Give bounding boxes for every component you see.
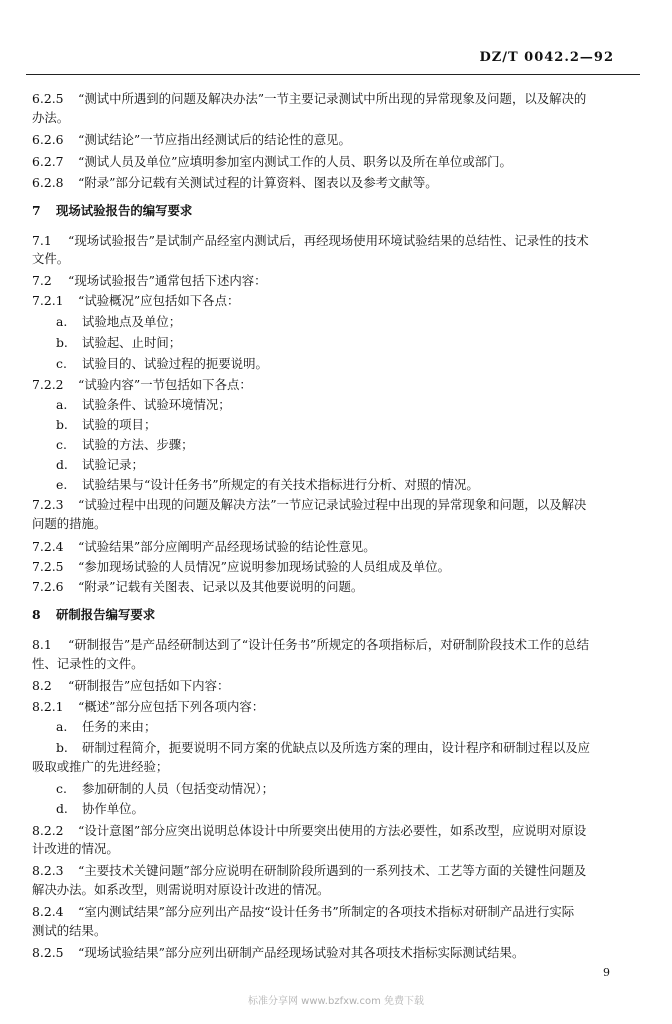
list-item [56,334,632,351]
header-rule [26,74,640,75]
clause-number: 7.2.5 [32,559,64,574]
clause-number: 8.2.3 [32,863,64,878]
list-item [56,396,632,413]
section-number: 7 [32,203,41,218]
clause-8-2-4-cont: 测试的结果。 [32,923,107,938]
clause-number: 8.2.2 [32,823,64,838]
clause-number: 6.2.7 [32,154,64,169]
clause-text: “附录”记载有关图表、记录以及其他要说明的问题。 [78,579,364,594]
item-text: 试验的项目； [82,417,157,432]
clause-7-1 [32,232,632,249]
clause-text: “参加现场试验的人员情况”应说明参加现场试验的人员组成及单位。 [78,559,450,574]
item-label: c. [56,437,67,452]
watermark: 标准分享网 www.bzfxw.com 免费下载 [248,996,424,1007]
clause-number: 7.2.3 [32,497,64,512]
item-text: 研制过程简介，扼要说明不同方案的优缺点以及所选方案的理由，设计程序和研制过程以及应 [82,740,591,755]
clause-number: 8.2 [32,678,52,693]
clause-number: 6.2.5 [32,91,64,106]
clause-6-2-8 [32,174,632,191]
clause-number: 7.2.2 [32,377,64,392]
item-label: a. [56,397,68,412]
item-label: b. [56,740,68,755]
clause-text: “室内测试结果”部分应列出产品按“设计任务书”所制定的各项技术指标对研制产品进行实际 [78,904,575,919]
clause-8-2-3 [32,862,632,879]
item-text: 试验的方法、步骤； [82,437,194,452]
item-text: 试验地点及单位； [82,314,182,329]
clause-8-2-2 [32,822,632,839]
section-heading-8 [32,606,632,623]
section-title: 研制报告编写要求 [56,607,156,622]
clause-6-2-5-cont: 办法。 [32,110,70,125]
clause-number: 7.2 [32,273,52,288]
clause-7-2-2 [32,376,632,393]
clause-text: “主要技术关键问题”部分应说明在研制阶段所遇到的一系列技术、工艺等方面的关键性问题及 [78,863,587,878]
clause-8-1 [32,636,632,653]
item-text: 参加研制的人员（包括变动情况）； [82,781,275,796]
item-text: 试验起、止时间； [82,335,182,350]
list-item [56,780,632,797]
item-label: d. [56,457,68,472]
clause-text: “试验过程中出现的问题及解决方法”一节应记录试验过程中出现的异常现象和问题，以及解决 [78,497,587,512]
clause-7-2 [32,272,632,289]
item-text: 任务的来由； [82,719,157,734]
clause-7-2-5 [32,558,632,575]
list-item [56,476,632,493]
clause-8-2-1 [32,698,632,715]
clause-text: “现场试验报告”通常包括下述内容： [68,273,267,288]
clause-text: “研制报告”是产品经研制达到了“设计任务书”所规定的各项指标后，对研制阶段技术工作的总结 [68,637,589,652]
list-item [56,436,632,453]
item-text: 试验目的、试验过程的扼要说明。 [82,356,268,371]
page-number: 9 [603,966,610,979]
clause-text: “测试人员及单位”应填明参加室内测试工作的人员、职务以及所在单位或部门。 [78,154,512,169]
item-label: b. [56,417,68,432]
section-title: 现场试验报告的编写要求 [56,203,193,218]
list-item [56,456,632,473]
clause-text: “附录”部分记载有关测试过程的计算资料、图表以及参考文献等。 [78,175,438,190]
list-item [56,739,632,756]
item-label: c. [56,781,67,796]
item-text: 试验条件、试验环境情况； [82,397,231,412]
item-label: b. [56,335,68,350]
clause-number: 6.2.8 [32,175,64,190]
clause-text: “测试结论”一节应指出经测试后的结论性的意见。 [78,132,351,147]
list-item [56,800,632,817]
item-text: 试验结果与“设计任务书”所规定的有关技术指标进行分析、对照的情况。 [82,477,479,492]
clause-7-2-3-cont: 问题的措施。 [32,516,107,531]
clause-number: 8.1 [32,637,52,652]
clause-7-2-6 [32,578,632,595]
item-label: e. [56,477,68,492]
item-label: a. [56,719,68,734]
clause-number: 6.2.6 [32,132,64,147]
item-label: a. [56,314,68,329]
clause-6-2-6 [32,131,632,148]
clause-number: 8.2.5 [32,945,64,960]
clause-number: 8.2.1 [32,699,64,714]
clause-number: 7.2.1 [32,293,64,308]
clause-text: “测试中所遇到的问题及解决办法”一节主要记录测试中所出现的异常现象及问题，以及解决的 [78,91,587,106]
clause-text: “试验内容”一节包括如下各点： [78,377,252,392]
list-item [56,718,632,735]
clause-number: 7.2.4 [32,539,64,554]
section-heading-7 [32,202,632,219]
clause-text: “设计意图”部分应突出说明总体设计中所要突出使用的方法必要性，如系改型，应说明对原设 [78,823,587,838]
item-text: 试验记录； [82,457,144,472]
clause-text: “现场试验报告”是试制产品经室内测试后，再经现场使用环境试验结果的总结性、记录性的技术 [68,233,589,248]
clause-text: “概述”部分应包括下列各项内容： [78,699,265,714]
clause-7-2-1 [32,292,632,309]
clause-number: 7.2.6 [32,579,64,594]
clause-text: “研制报告”应包括如下内容： [68,678,230,693]
clause-text: “试验结果”部分应阐明产品经现场试验的结论性意见。 [78,539,376,554]
list-item [56,355,632,372]
clause-text: “现场试验结果”部分应列出研制产品经现场试验对其各项技术指标实际测试结果。 [78,945,525,960]
list-item [56,313,632,330]
clause-7-2-4 [32,538,632,555]
clause-8-2-5 [32,944,632,961]
clause-8-2 [32,677,632,694]
clause-6-2-5 [32,90,632,107]
section-number: 8 [32,607,41,622]
clause-8-2-2-cont: 计改进的情况。 [32,841,119,856]
clause-8-2-4 [32,903,632,920]
clause-text: “试验概况”应包括如下各点： [78,293,240,308]
item-label: c. [56,356,67,371]
clause-8-1-cont: 性、记录性的文件。 [32,656,144,671]
clause-7-2-3 [32,496,632,513]
item-text: 协作单位。 [82,801,144,816]
clause-6-2-7 [32,153,632,170]
clause-7-1-cont: 文件。 [32,251,70,266]
standard-code: DZ/T 0042.2—92 [479,50,614,65]
clause-number: 8.2.4 [32,904,64,919]
list-item [56,416,632,433]
list-item-cont: 吸取或推广的先进经验； [32,759,169,774]
clause-number: 7.1 [32,233,52,248]
item-label: d. [56,801,68,816]
clause-8-2-3-cont: 解决办法。如系改型，则需说明对原设计改进的情况。 [32,882,330,897]
